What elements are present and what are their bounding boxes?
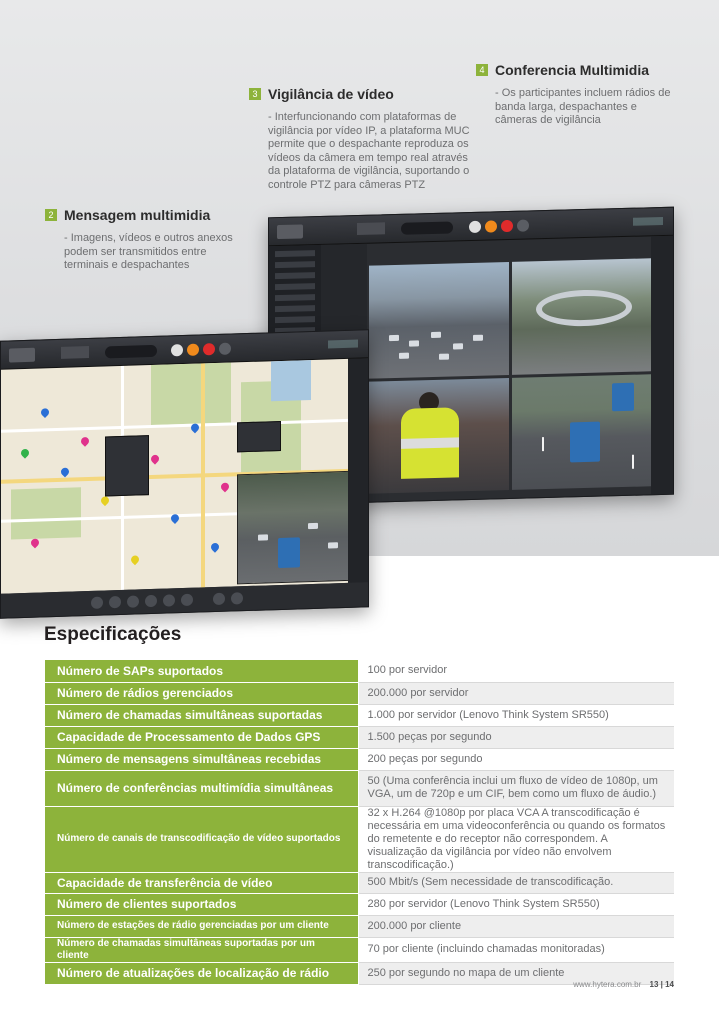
spec-value: 500 Mbit/s (Sem necessidade de transcodificação. bbox=[358, 872, 674, 893]
spec-value: 1.000 por servidor (Lenovo Think System SR550) bbox=[358, 704, 674, 726]
clock-display bbox=[61, 346, 89, 359]
feature-number-badge: 3 bbox=[249, 88, 261, 100]
video-wall bbox=[369, 258, 651, 493]
spec-value: 50 (Uma conferência inclui um fluxo de vídeo de 1080p, um VGA, um de 720p e um CIF, bem como um fluxo de áudio.) bbox=[358, 770, 674, 806]
radio-popup bbox=[105, 435, 149, 496]
spec-label: Número de atualizações de localização de rádio bbox=[45, 962, 358, 984]
spec-value: 200.000 por servidor bbox=[358, 682, 674, 704]
smartone-logo bbox=[9, 348, 35, 363]
table-row bbox=[45, 893, 674, 915]
emergency-icon bbox=[203, 343, 215, 355]
feature-description: - Imagens, vídeos e outros anexos podem ser transmitidos entre terminais e despachantes bbox=[64, 232, 233, 271]
settings-icon bbox=[517, 219, 529, 231]
alert-icon bbox=[187, 344, 199, 356]
spec-label: Número de SAPs suportados bbox=[45, 660, 358, 682]
feature-number-badge: 2 bbox=[45, 209, 57, 221]
status-icon bbox=[171, 344, 183, 356]
spec-label: Capacidade de Processamento de Dados GPS bbox=[45, 726, 358, 748]
smartone-logo bbox=[277, 224, 303, 239]
feature-number-badge: 4 bbox=[476, 64, 488, 76]
feature-title: Mensagem multimidia bbox=[64, 207, 211, 223]
feature-conferencia-multimidia bbox=[476, 62, 676, 128]
map-side-controls bbox=[348, 358, 368, 583]
spec-value: 250 por segundo no mapa de um cliente bbox=[358, 962, 674, 984]
spec-value: 100 por servidor bbox=[358, 660, 674, 682]
video-feed-stadium bbox=[512, 258, 652, 374]
admin-menu bbox=[328, 340, 358, 349]
status-icon bbox=[469, 221, 481, 233]
video-feed-highway bbox=[512, 374, 652, 490]
page-footer bbox=[0, 980, 674, 989]
clock-display bbox=[357, 222, 385, 235]
table-row bbox=[45, 726, 674, 748]
spec-value: 32 x H.264 @1080p por placa VCA A transcodificação é necessária em uma videoconferência ou quando os formatos do remetente e do receptor não correspondem. A visualização da vigilância por vídeo não envolvem transcodificação.) bbox=[358, 806, 674, 872]
talking-indicator bbox=[401, 221, 453, 234]
multimedia-map-screenshot bbox=[0, 329, 369, 619]
table-row bbox=[45, 748, 674, 770]
table-row bbox=[45, 770, 674, 806]
alert-icon bbox=[485, 220, 497, 232]
video-feed-police bbox=[369, 378, 509, 494]
spec-value: 70 por cliente (incluindo chamadas monitoradas) bbox=[358, 937, 674, 962]
spec-value: 1.500 peças por segundo bbox=[358, 726, 674, 748]
table-row bbox=[45, 872, 674, 893]
spec-value: 200.000 por cliente bbox=[358, 915, 674, 937]
specs-title: Especificações bbox=[44, 624, 182, 645]
spec-label: Número de canais de transcodificação de vídeo suportados bbox=[45, 806, 358, 872]
message-popup bbox=[237, 421, 281, 452]
feature-mensagem-multimidia bbox=[45, 207, 235, 273]
feature-description: - Interfuncionando com plataformas de vigilância por vídeo IP, a plataforma MUC permite que o despachante reproduza os vídeos da câmera em tempo real através da plataforma de vigilância, suportando o controle PTZ para câmeras PTZ bbox=[268, 111, 470, 191]
spec-label: Número de chamadas simultâneas suportadas bbox=[45, 704, 358, 726]
spec-label: Número de mensagens simultâneas recebidas bbox=[45, 748, 358, 770]
talking-indicator bbox=[105, 345, 157, 359]
page-number: 13 | 14 bbox=[649, 980, 674, 989]
spec-label: Número de clientes suportados bbox=[45, 893, 358, 915]
spec-label: Número de rádios gerenciados bbox=[45, 682, 358, 704]
spec-label: Capacidade de transferência de vídeo bbox=[45, 872, 358, 893]
admin-menu bbox=[633, 217, 663, 226]
spec-label: Número de estações de rádio gerenciadas por um cliente bbox=[45, 915, 358, 937]
table-row bbox=[45, 806, 674, 872]
specs-table bbox=[45, 660, 674, 985]
table-row bbox=[45, 704, 674, 726]
spec-label: Número de chamadas simultâneas suportadas por um cliente bbox=[45, 937, 358, 962]
video-inset-feed bbox=[237, 470, 365, 584]
table-row bbox=[45, 660, 674, 682]
spec-label: Número de conferências multimídia simultâneas bbox=[45, 770, 358, 806]
spec-value: 200 peças por segundo bbox=[358, 748, 674, 770]
feature-title: Vigilância de vídeo bbox=[268, 86, 394, 102]
feature-vigilancia-de-video bbox=[249, 86, 474, 192]
table-row bbox=[45, 915, 674, 937]
feature-description: - Os participantes incluem rádios de banda larga, despachantes e câmeras de vigilância bbox=[495, 87, 671, 126]
video-side-controls bbox=[651, 236, 673, 495]
emergency-icon bbox=[501, 220, 513, 232]
feature-title: Conferencia Multimidia bbox=[495, 62, 650, 78]
table-row bbox=[45, 682, 674, 704]
video-feed-parking bbox=[369, 262, 509, 378]
table-row bbox=[45, 937, 674, 962]
spec-value: 280 por servidor (Lenovo Think System SR550) bbox=[358, 893, 674, 915]
settings-icon bbox=[219, 343, 231, 355]
footer-url: www.hytera.com.br bbox=[573, 980, 642, 989]
